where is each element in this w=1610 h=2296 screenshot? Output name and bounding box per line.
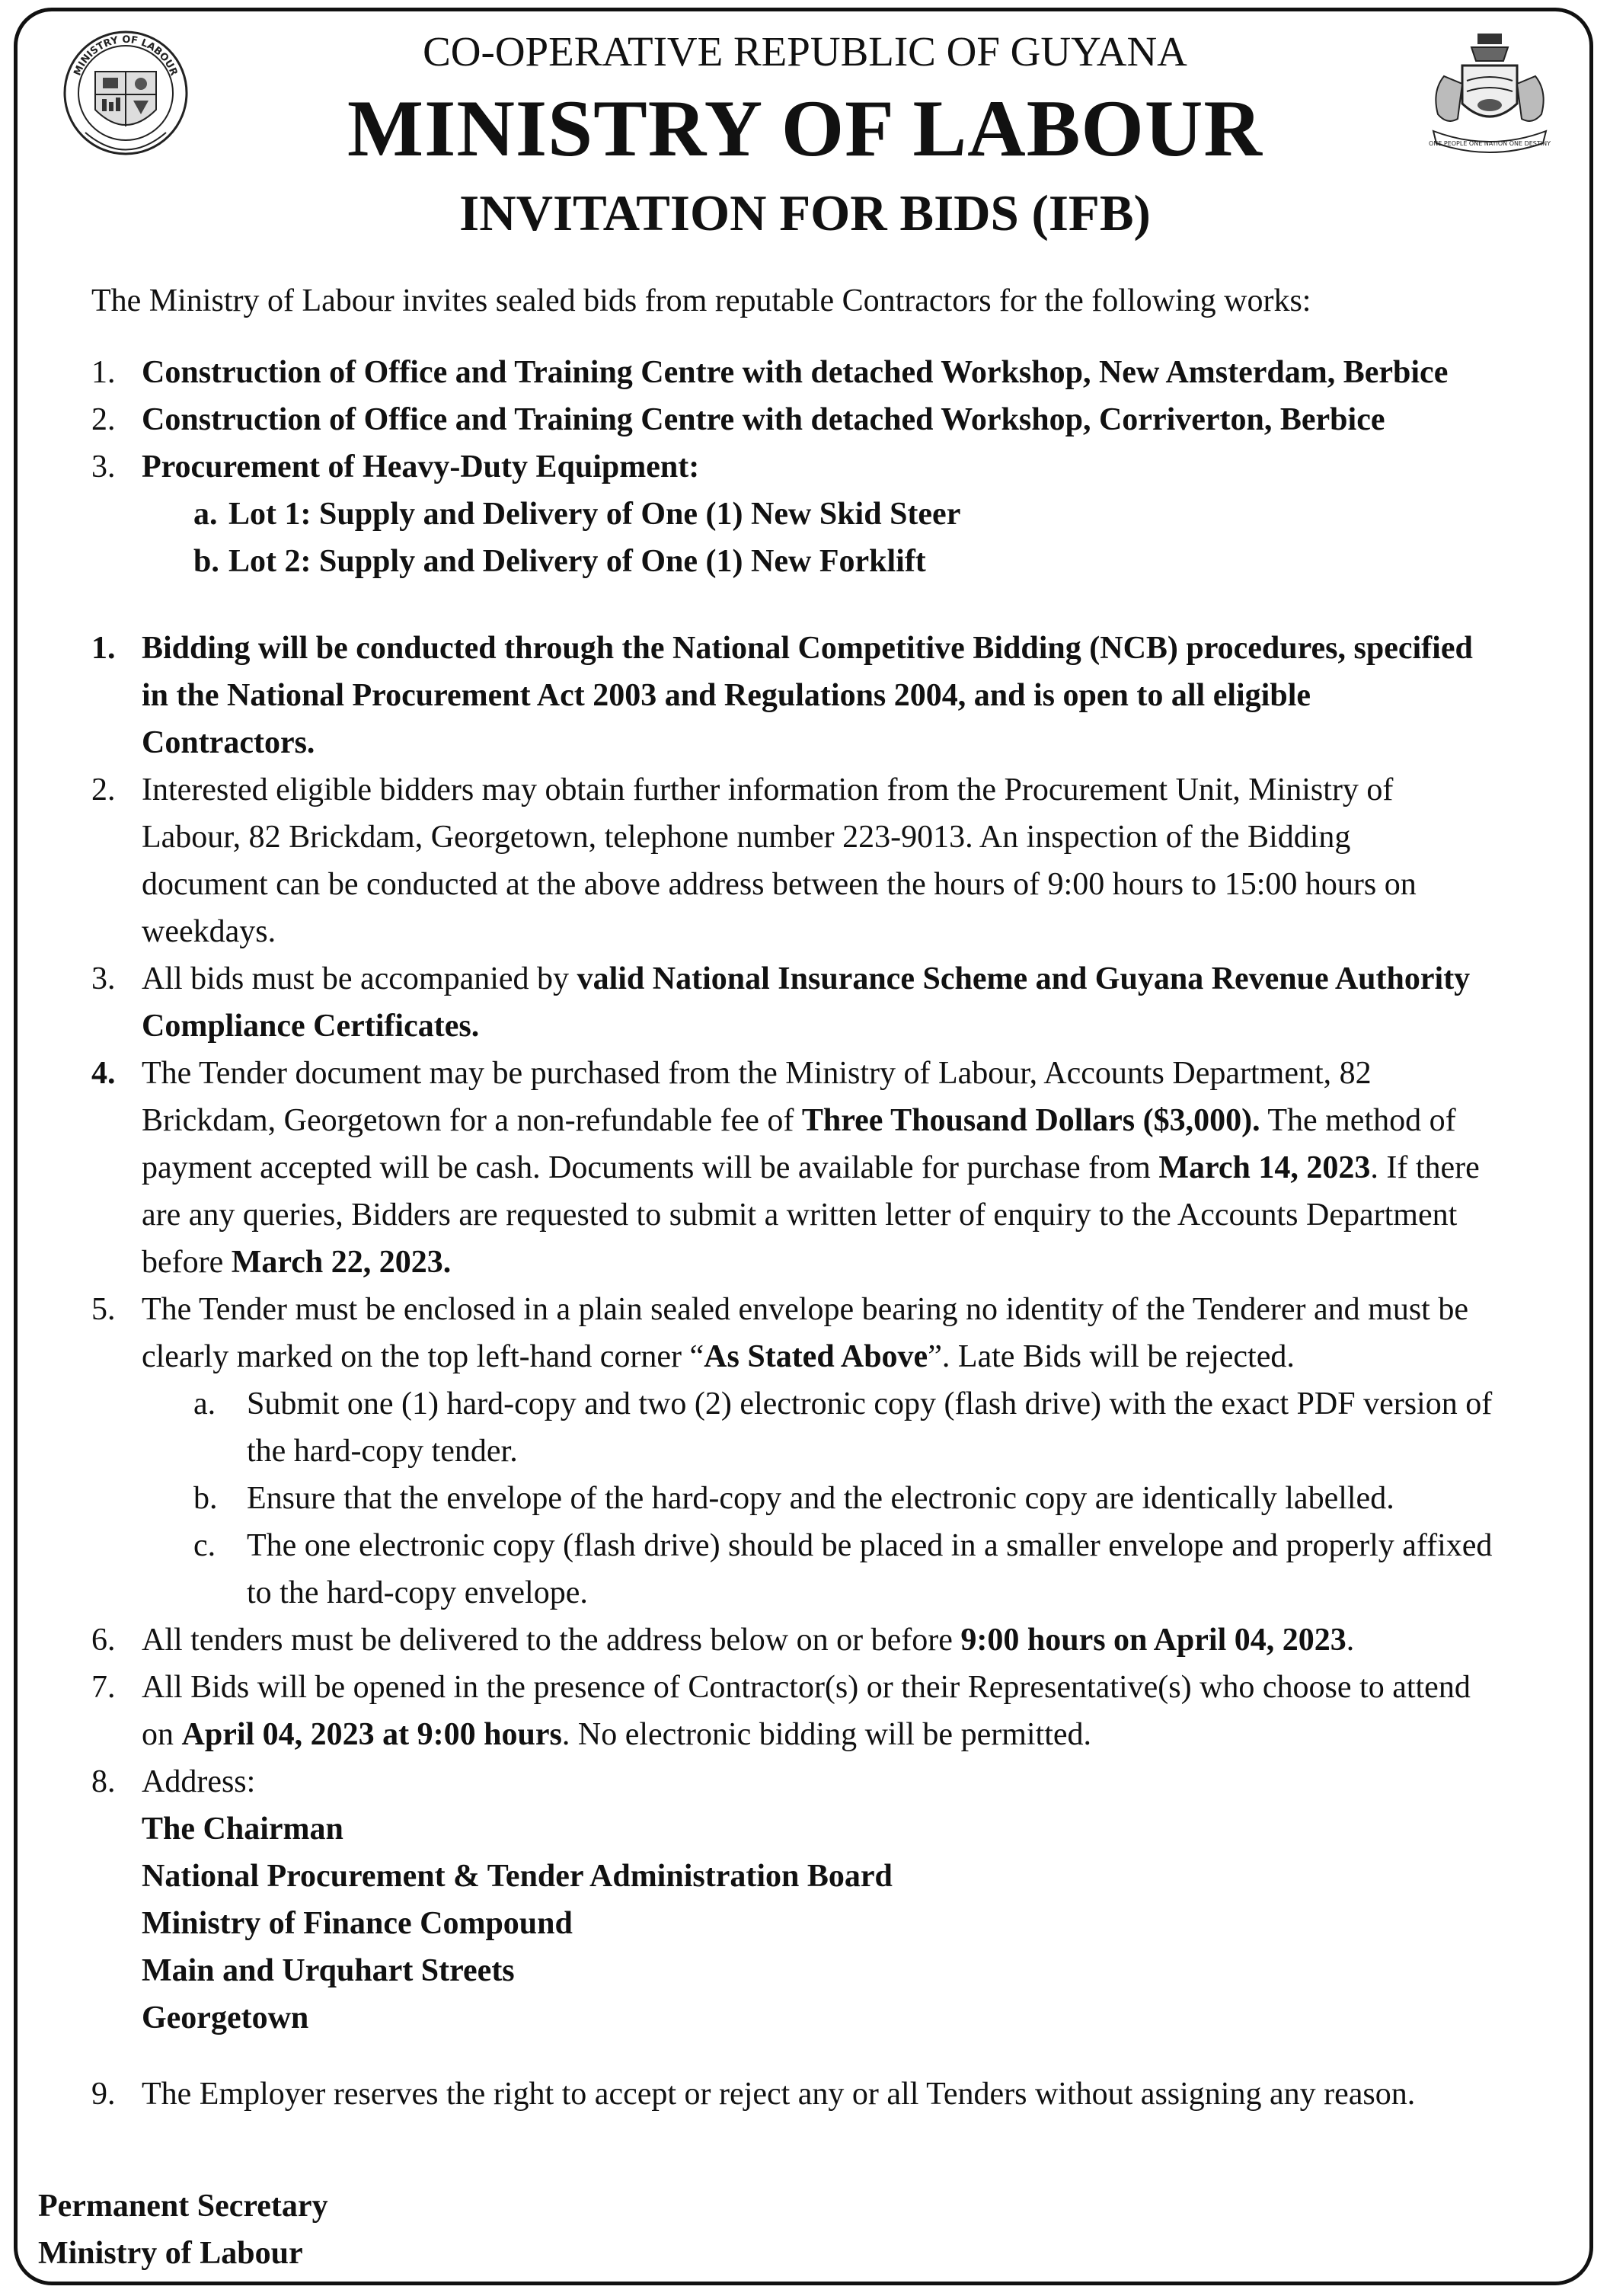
ministry-name: MINISTRY OF LABOUR (347, 84, 1263, 173)
svg-text:ONE PEOPLE ONE NATION ONE DEST: ONE PEOPLE ONE NATION ONE DESTINY (1428, 140, 1551, 147)
country-name: CO-OPERATIVE REPUBLIC OF GUYANA (423, 28, 1187, 75)
document-title: INVITATION FOR BIDS (IFB) (459, 185, 1151, 241)
svg-text:MINISTRY OF LABOUR: MINISTRY OF LABOUR (72, 34, 180, 78)
intro-text: The Ministry of Labour invites sealed bids from reputable Contractors for the following works: (91, 283, 1311, 318)
